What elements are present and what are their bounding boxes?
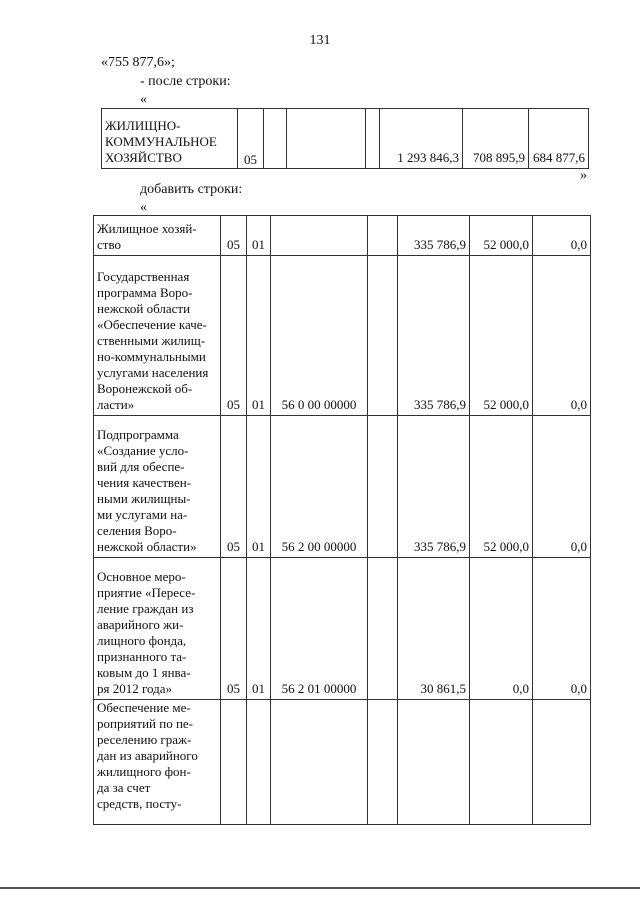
subsection-cell: 01 (247, 558, 271, 700)
name-line: ми услугами на- (97, 507, 188, 522)
expense-type-cell (368, 256, 398, 416)
name-line: «Создание усло- (97, 443, 189, 458)
intro-line: «755 877,6»; (101, 55, 175, 70)
name-line: средств, посту- (97, 796, 182, 811)
section-cell: 05 (221, 416, 247, 558)
name-line: приятие «Пересе- (97, 585, 196, 600)
row-name (94, 700, 221, 825)
target-article-cell (271, 700, 368, 825)
table-row (94, 558, 591, 700)
amount-2018-cell: 0,0 (533, 216, 591, 256)
amount-2018-cell: 0,0 (533, 416, 591, 558)
target-article-cell (287, 109, 366, 169)
target-article-cell (271, 216, 368, 256)
name-line: ство (97, 237, 122, 252)
name-line: нежской области (97, 301, 191, 316)
section-cell: 05 (221, 558, 247, 700)
row-name (94, 256, 221, 416)
open-quote-2: « (140, 200, 147, 215)
subsection-cell: 01 (247, 216, 271, 256)
close-quote: » (580, 168, 587, 183)
expense-type-cell (368, 416, 398, 558)
name-line: аварийного жи- (97, 617, 184, 632)
expense-type-cell (368, 700, 398, 825)
name-line: ковым до 1 янва- (97, 665, 191, 680)
name-line: Воронежской об- (97, 381, 193, 396)
amount-2016-cell: 335 786,9 (398, 256, 470, 416)
amount-2018-cell: 0,0 (533, 256, 591, 416)
amount-2016-cell (398, 700, 470, 825)
amount-2017-cell: 52 000,0 (470, 256, 533, 416)
name-line: КОММУНАЛЬНОЕ (105, 134, 217, 149)
amount-2017-cell: 0,0 (470, 558, 533, 700)
section-cell (221, 700, 247, 825)
expense-type-cell (366, 109, 380, 169)
amount-2018-cell (533, 700, 591, 825)
open-quote: « (140, 92, 147, 107)
amount-2017-cell: 52 000,0 (470, 416, 533, 558)
row-name (102, 109, 238, 169)
name-line: ХОЗЯЙСТВО (105, 150, 182, 165)
after-rows-text: - после строки: (140, 74, 231, 89)
name-line: жилищного фон- (97, 764, 191, 779)
amount-2016-cell: 335 786,9 (398, 416, 470, 558)
name-line: нежской области» (97, 539, 197, 554)
table-row (94, 700, 591, 825)
amount-2018-cell: 0,0 (533, 558, 591, 700)
name-line: ря 2012 года» (97, 681, 172, 696)
add-rows-text: добавить строки: (140, 182, 243, 197)
amount-2018-cell: 684 877,6 (529, 109, 589, 169)
name-line: вий для обеспе- (97, 459, 185, 474)
name-line: да за счет (97, 780, 151, 795)
target-article-cell: 56 0 00 00000 (271, 256, 368, 416)
row-name (94, 416, 221, 558)
amount-2017-cell (470, 700, 533, 825)
amount-2017-cell: 708 895,9 (463, 109, 529, 169)
name-line: чения качествен- (97, 475, 192, 490)
table-added (93, 215, 591, 825)
amount-2016-cell: 30 861,5 (398, 558, 470, 700)
name-line: ственными жилищ- (97, 333, 206, 348)
bottom-divider (0, 887, 640, 889)
name-line: лищного фонда, (97, 633, 187, 648)
table-before (101, 108, 589, 169)
section-cell: 05 (221, 256, 247, 416)
name-line: ласти» (97, 397, 135, 412)
name-line: роприятий по пе- (97, 716, 194, 731)
subsection-cell: 01 (247, 256, 271, 416)
name-line: дан из аварийного (97, 748, 198, 763)
amount-2017-cell: 52 000,0 (470, 216, 533, 256)
name-line: Обеспечение ме- (97, 700, 191, 715)
target-article-cell: 56 2 01 00000 (271, 558, 368, 700)
table-row (94, 216, 591, 256)
name-line: «Обеспечение каче- (97, 317, 207, 332)
subsection-cell: 01 (247, 416, 271, 558)
name-line: признанного та- (97, 649, 187, 664)
page-number: 131 (309, 33, 331, 48)
name-line: ными жилищны- (97, 491, 191, 506)
subsection-cell (264, 109, 287, 169)
table-row (94, 416, 591, 558)
section-cell: 05 (221, 216, 247, 256)
expense-type-cell (368, 216, 398, 256)
expense-type-cell (368, 558, 398, 700)
name-line: Основное меро- (97, 569, 186, 584)
table-row (94, 256, 591, 416)
target-article-cell: 56 2 00 00000 (271, 416, 368, 558)
name-line: но-коммунальными (97, 349, 206, 364)
name-line: услугами населения (97, 365, 209, 380)
name-line: реселению граж- (97, 732, 192, 747)
amount-2016-cell: 1 293 846,3 (380, 109, 463, 169)
name-line: ление граждан из (97, 601, 194, 616)
table-row (102, 109, 589, 169)
row-name (94, 558, 221, 700)
name-line: Государственная (97, 269, 190, 284)
name-line: селения Воро- (97, 523, 177, 538)
section-cell: 05 (238, 109, 264, 169)
amount-2016-cell: 335 786,9 (398, 216, 470, 256)
row-name (94, 216, 221, 256)
name-line: ЖИЛИЩНО- (105, 118, 181, 133)
name-line: программа Воро- (97, 285, 193, 300)
name-line: Жилищное хозяй- (97, 221, 197, 236)
subsection-cell (247, 700, 271, 825)
name-line: Подпрограмма (97, 427, 179, 442)
